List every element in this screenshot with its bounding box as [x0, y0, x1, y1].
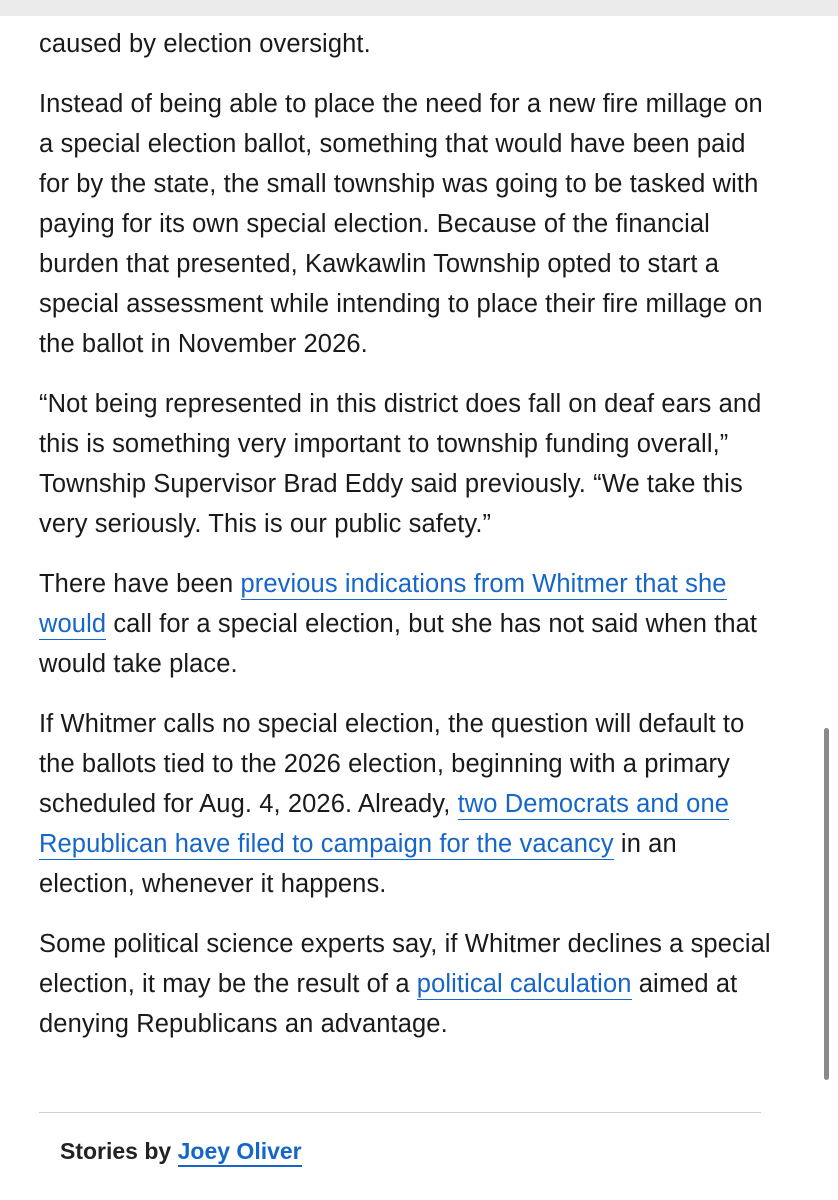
paragraph-1: caused by election oversight.: [39, 30, 371, 58]
political-calculation-link[interactable]: political calculation: [416, 970, 632, 998]
top-browser-bar: [0, 0, 838, 16]
paragraph-4: [39, 564, 774, 684]
paragraph-6-text-end: aimed at denying Republicans an advantage.: [39, 970, 738, 1038]
article-body: [39, 24, 774, 1064]
author-link[interactable]: Joey Oliver: [178, 1138, 302, 1167]
stories-by-byline: [60, 1134, 302, 1168]
paragraph-5: [39, 704, 774, 904]
byline-prefix: Stories by: [60, 1138, 178, 1164]
paragraph-2: Instead of being able to place the need for a new fire millage on a special election ballot, something that would have been paid for by the state, the small township was going to be tasked with paying for its own special election. Because of the financial burden that presented, Kawkawlin Township opted to start a special assessment while intending to place their fire millage on the ballot in November 2026.: [39, 90, 763, 358]
paragraph-6: [39, 924, 774, 1044]
previous-indications-link[interactable]: previous indications from Whitmer that she would: [39, 570, 727, 638]
paragraph-4-text-end: call for a special election, but she has not said when that would take place.: [39, 610, 758, 678]
vertical-scrollbar[interactable]: [824, 728, 829, 1080]
paragraph-5-text-end: in an election, whenever it happens.: [39, 830, 677, 898]
paragraph-6-text-start: Some political science experts say, if Whitmer declines a special election, it may be the result of a: [39, 930, 771, 998]
section-divider: [39, 1112, 761, 1113]
candidates-filed-link[interactable]: two Democrats and one Republican have filed to campaign for the vacancy: [39, 790, 730, 858]
paragraph-5-text-start: If Whitmer calls no special election, the question will default to the ballots tied to the 2026 election, beginning with a primary scheduled for Aug. 4, 2026. Already,: [39, 710, 745, 818]
paragraph-4-text-start: There have been: [39, 570, 241, 598]
paragraph-3-quote: “Not being represented in this district does fall on deaf ears and this is something very important to township funding overall,” Township Supervisor Brad Eddy said previously. “We take this very seriously. This is our public safety.”: [39, 390, 762, 538]
